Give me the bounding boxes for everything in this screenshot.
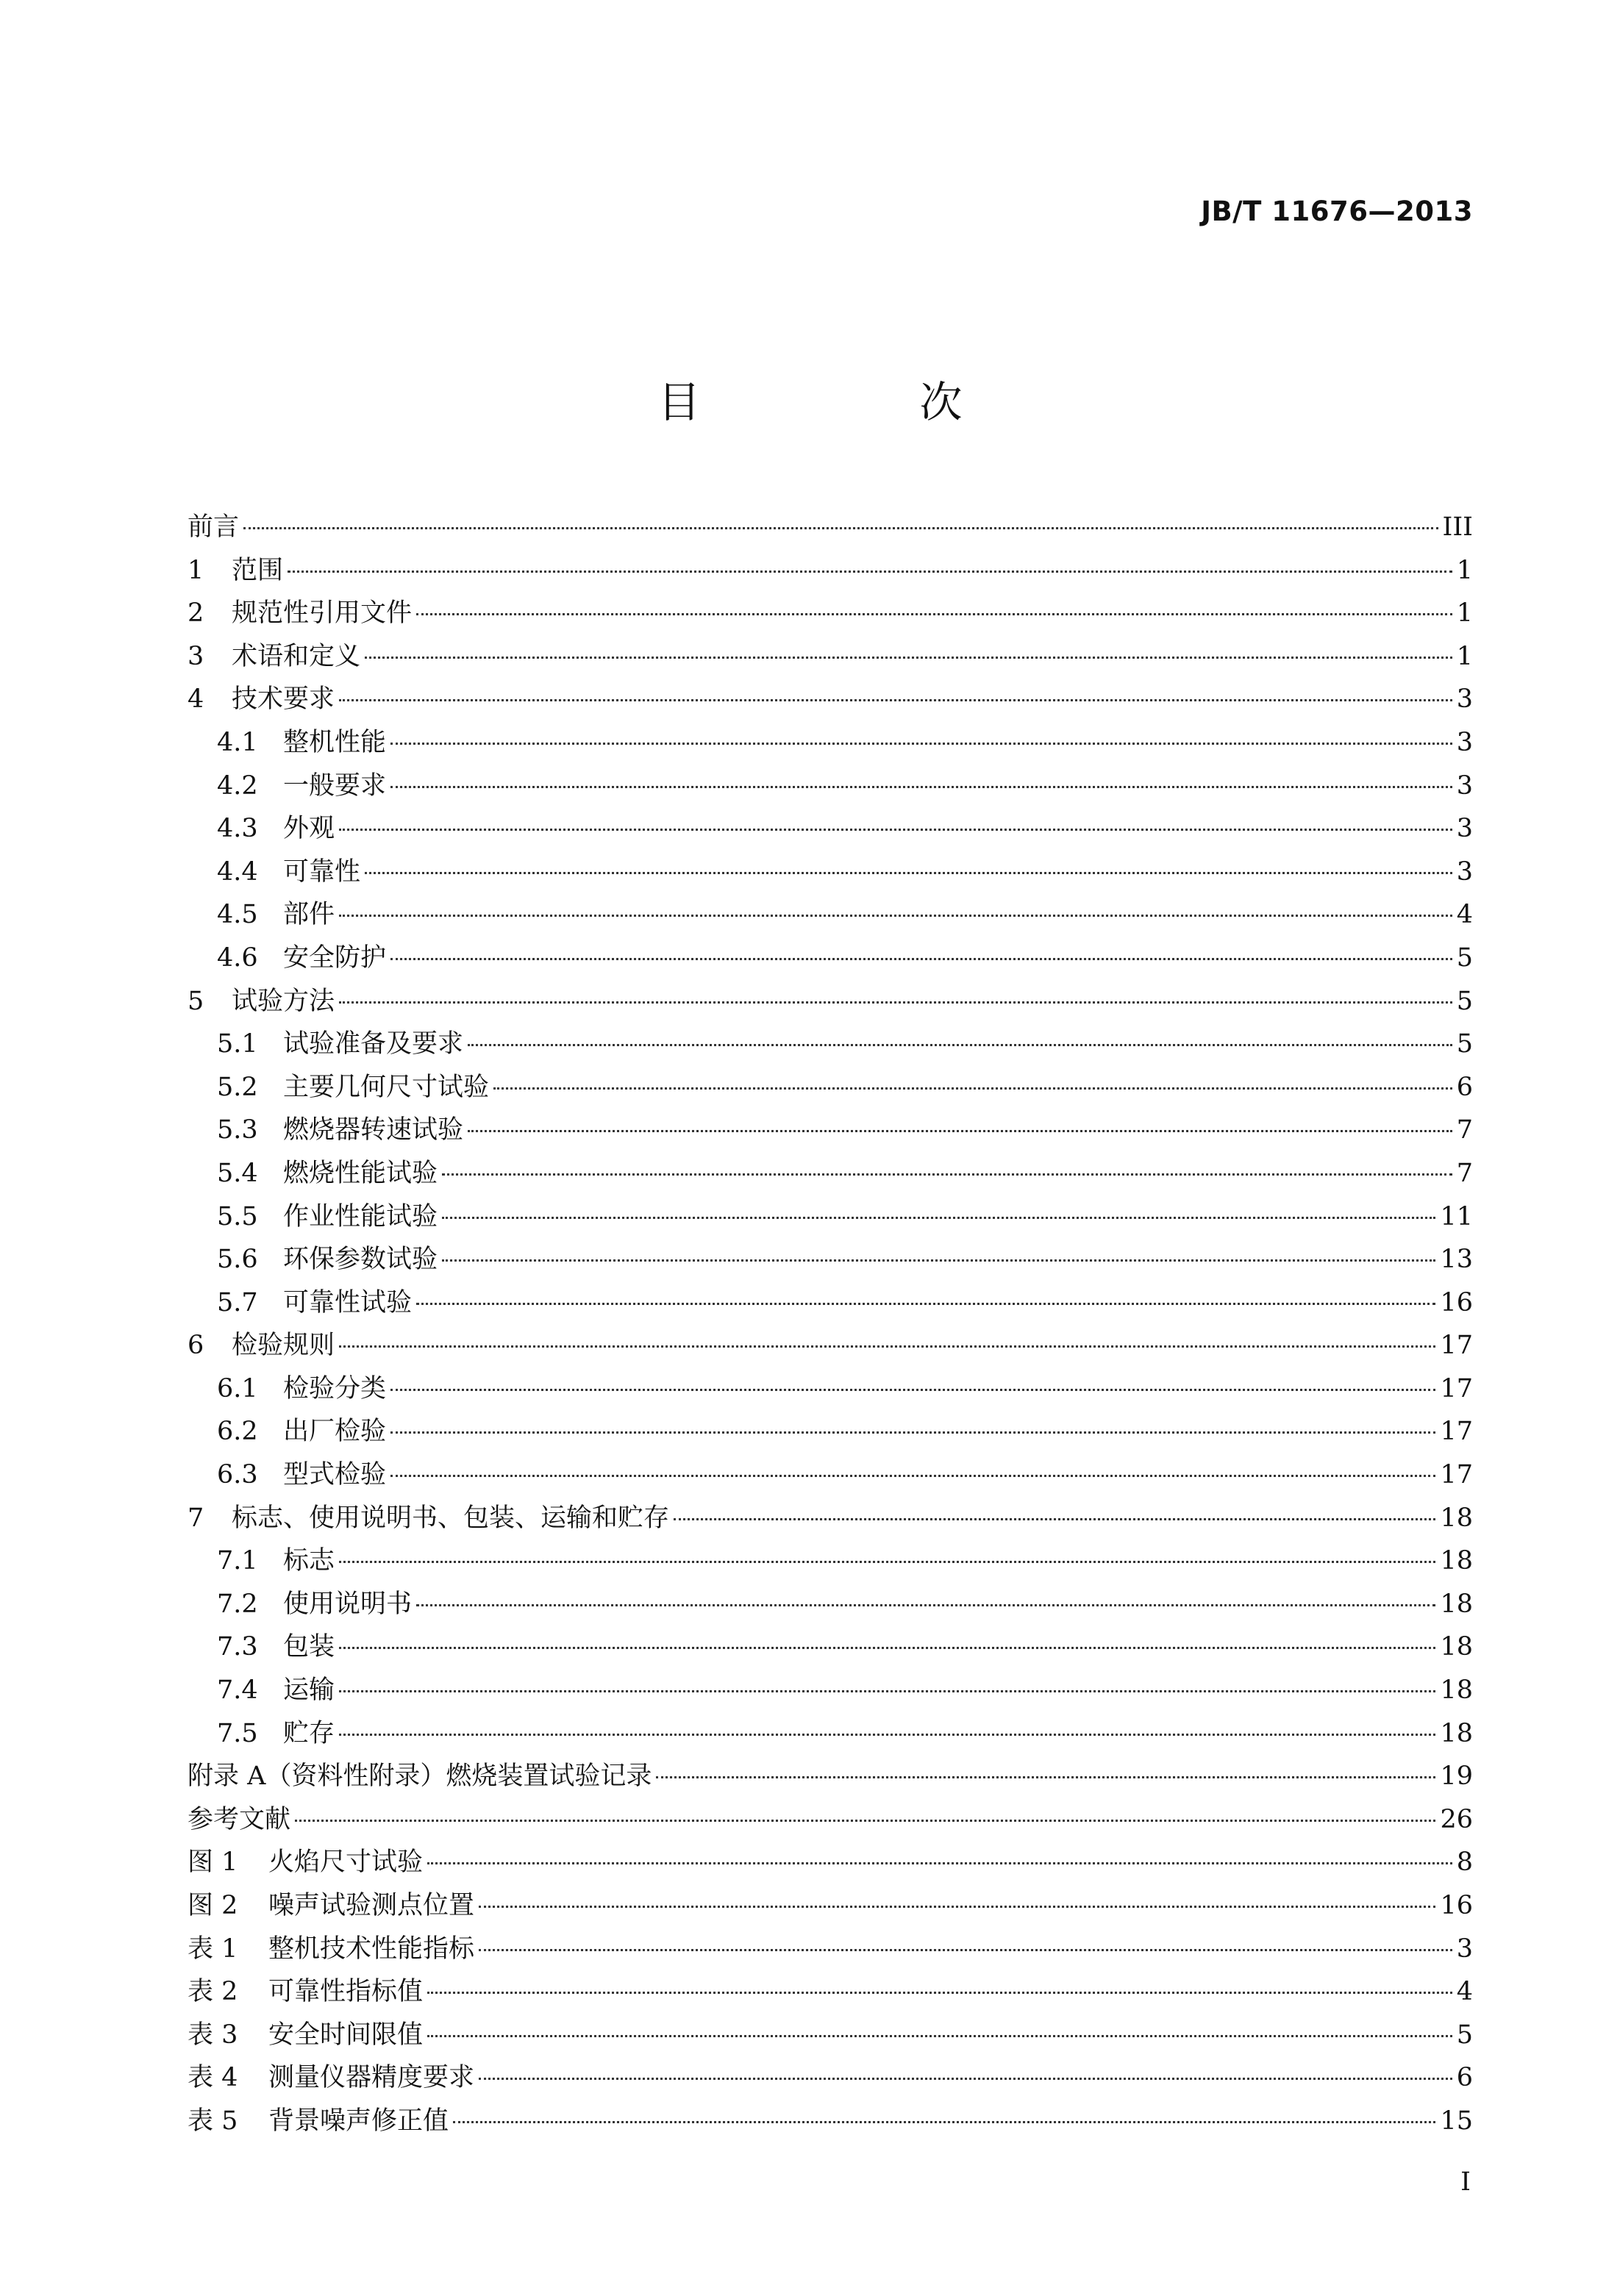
toc-entry-page: 3: [1456, 684, 1473, 715]
toc-entry[interactable]: [188, 1367, 1473, 1411]
toc-entry-number: 5.2: [217, 1072, 258, 1102]
page-title: 目 次: [657, 377, 1051, 427]
toc-entry-label: 整机性能: [283, 727, 387, 757]
toc-entry[interactable]: [188, 1324, 1473, 1367]
toc-entry-label: 前言: [188, 512, 240, 542]
toc-entry[interactable]: [188, 1928, 1473, 1971]
toc-entry-page: 18: [1440, 1503, 1473, 1533]
toc-entry[interactable]: [188, 1841, 1473, 1884]
toc-entry-page: 17: [1440, 1331, 1473, 1361]
toc-entry-label: 包装: [283, 1632, 335, 1662]
toc-entry-number: 6.3: [217, 1460, 258, 1490]
toc-entry-label: 贮存: [283, 1718, 335, 1748]
toc-entry[interactable]: [188, 1109, 1473, 1152]
toc-entry-page: 8: [1456, 1848, 1473, 1878]
toc-entry-number: 4.4: [217, 856, 258, 887]
toc-entry-label: 一般要求: [283, 770, 387, 801]
toc-dot-leader: [243, 527, 1438, 529]
toc-entry-label: 可靠性: [283, 856, 361, 887]
toc-entry-label: 部件: [283, 900, 335, 930]
toc-entry-number: 5.7: [217, 1287, 258, 1317]
toc-entry[interactable]: [188, 2014, 1473, 2057]
toc-dot-leader: [416, 1604, 1435, 1606]
toc-entry-page: 18: [1440, 1675, 1473, 1706]
toc-entry-page: III: [1442, 512, 1473, 542]
toc-entry-number: 1: [188, 555, 204, 585]
toc-entry-page: 5: [1456, 943, 1473, 973]
toc-dot-leader: [427, 1862, 1452, 1864]
toc-dot-leader: [390, 1475, 1435, 1477]
toc-entry-page: 19: [1440, 1762, 1473, 1792]
standard-number: JB/T 11676—2013: [1201, 196, 1473, 227]
toc-entry-number: 图 1: [188, 1848, 238, 1878]
toc-entry-page: 6: [1456, 2063, 1473, 2093]
toc-entry-page: 1: [1456, 598, 1473, 629]
toc-entry-label: 作业性能试验: [283, 1201, 438, 1231]
toc-entry-label: 整机技术性能指标: [268, 1934, 475, 1964]
toc-dot-leader: [390, 786, 1452, 788]
toc-dot-leader: [416, 1303, 1435, 1305]
toc-entry-label: 主要几何尺寸试验: [283, 1072, 490, 1102]
toc-entry-page: 3: [1456, 1934, 1473, 1964]
toc-entry-page: 1: [1456, 555, 1473, 585]
toc-entry-label: 范围: [232, 555, 284, 585]
toc-entry[interactable]: [188, 2056, 1473, 2100]
toc-dot-leader: [453, 2121, 1435, 2123]
toc-entry-label: 测量仪器精度要求: [268, 2063, 475, 2093]
toc-dot-leader: [339, 1647, 1435, 1649]
toc-dot-leader: [365, 872, 1452, 874]
toc-entry-number: 4.6: [217, 943, 258, 973]
toc-entry-page: 17: [1440, 1417, 1473, 1447]
toc-entry-label: 试验准备及要求: [283, 1029, 464, 1059]
toc-entry-page: 17: [1440, 1460, 1473, 1490]
toc-entry-page: 17: [1440, 1373, 1473, 1403]
toc-entry-page: 4: [1456, 1977, 1473, 2007]
toc-entry[interactable]: [188, 1066, 1473, 1109]
toc-entry-label: 运输: [283, 1675, 335, 1706]
toc-entry[interactable]: [188, 1152, 1473, 1195]
toc-entry[interactable]: [188, 1539, 1473, 1583]
toc-dot-leader: [674, 1518, 1435, 1520]
toc-entry-page: 5: [1456, 986, 1473, 1016]
toc-entry-number: 4: [188, 684, 204, 715]
toc-entry-page: 7: [1456, 1115, 1473, 1145]
toc-entry-number: 7.1: [217, 1546, 258, 1576]
toc-entry[interactable]: [188, 1712, 1473, 1756]
toc-dot-leader: [390, 1389, 1435, 1391]
toc-entry-label: 背景噪声修正值: [268, 2106, 449, 2136]
toc-entry-number: 5: [188, 986, 204, 1016]
toc-entry-page: 16: [1440, 1891, 1473, 1920]
toc-entry-number: 2: [188, 598, 204, 629]
toc-entry-page: 13: [1440, 1245, 1473, 1275]
toc-dot-leader: [479, 1906, 1435, 1908]
toc-entry-label: 噪声试验测点位置: [268, 1891, 475, 1920]
toc-entry[interactable]: [188, 1755, 1473, 1798]
toc-entry-label: 术语和定义: [232, 641, 361, 671]
toc-entry[interactable]: [188, 1583, 1473, 1626]
toc-entry-label: 可靠性试验: [283, 1287, 413, 1317]
toc-entry-label: 外观: [283, 814, 335, 844]
toc-entry[interactable]: [188, 1453, 1473, 1497]
toc-entry-page: 4: [1456, 900, 1473, 930]
toc-entry[interactable]: [188, 592, 1473, 635]
toc-dot-leader: [479, 2078, 1452, 2080]
toc-entry[interactable]: [188, 937, 1473, 980]
toc-entry-number: 5.6: [217, 1245, 258, 1275]
toc-entry-page: 18: [1440, 1718, 1473, 1748]
toc-entry-page: 3: [1456, 856, 1473, 887]
toc-entry-number: 4.2: [217, 770, 258, 801]
toc-entry-label: 技术要求: [232, 684, 335, 715]
toc-entry[interactable]: [188, 721, 1473, 765]
toc-entry-page: 3: [1456, 814, 1473, 844]
toc-entry-number: 4.1: [217, 727, 258, 757]
toc-dot-leader: [442, 1217, 1435, 1219]
toc-entry[interactable]: [188, 1970, 1473, 2014]
toc-entry-number: 5.3: [217, 1115, 258, 1145]
toc-entry[interactable]: [188, 549, 1473, 593]
toc-entry-number: 表 1: [188, 1934, 238, 1964]
toc-entry-number: 表 4: [188, 2063, 238, 2093]
toc-dot-leader: [390, 958, 1452, 960]
toc-dot-leader: [390, 1431, 1435, 1434]
toc-entry-label: 燃烧器转速试验: [283, 1115, 464, 1145]
toc-entry-number: 4.3: [217, 814, 258, 844]
toc-entry-label: 参考文献: [188, 1804, 291, 1834]
toc-dot-leader: [339, 1561, 1435, 1563]
toc-entry-label: 标志、使用说明书、包装、运输和贮存: [232, 1503, 670, 1533]
table-of-contents: [188, 506, 1473, 2143]
toc-entry-number: 表 2: [188, 1977, 238, 2007]
toc-dot-leader: [339, 915, 1452, 917]
toc-entry-number: 表 3: [188, 2020, 238, 2050]
toc-dot-leader: [339, 829, 1452, 831]
toc-entry[interactable]: [188, 1669, 1473, 1712]
toc-entry-number: 图 2: [188, 1891, 238, 1920]
toc-entry-number: 7.2: [217, 1589, 258, 1619]
toc-entry-page: 26: [1440, 1804, 1473, 1834]
toc-entry[interactable]: [188, 1798, 1473, 1842]
toc-entry-page: 5: [1456, 1029, 1473, 1059]
toc-entry[interactable]: [188, 635, 1473, 679]
toc-entry-number: 6.2: [217, 1417, 258, 1447]
toc-entry[interactable]: [188, 1410, 1473, 1453]
toc-dot-leader: [468, 1130, 1452, 1132]
toc-entry-label: 环保参数试验: [283, 1245, 438, 1275]
toc-entry-label: 燃烧性能试验: [283, 1158, 438, 1188]
toc-dot-leader: [339, 699, 1452, 701]
toc-entry[interactable]: [188, 851, 1473, 894]
toc-entry-number: 7: [188, 1503, 204, 1533]
toc-entry-number: 4.5: [217, 900, 258, 930]
toc-dot-leader: [493, 1087, 1452, 1090]
toc-entry-label: 使用说明书: [283, 1589, 413, 1619]
page-number: I: [1460, 2167, 1471, 2197]
toc-entry[interactable]: [188, 807, 1473, 851]
toc-entry-label: 附录 A（资料性附录）燃烧装置试验记录: [188, 1762, 652, 1792]
toc-entry-label: 火焰尺寸试验: [268, 1848, 424, 1878]
toc-entry[interactable]: [188, 1626, 1473, 1669]
toc-entry-number: 7.4: [217, 1675, 258, 1706]
toc-entry-label: 可靠性指标值: [268, 1977, 424, 2007]
toc-entry-label: 安全防护: [283, 943, 387, 973]
toc-entry-label: 出厂检验: [283, 1417, 387, 1447]
toc-entry-page: 7: [1456, 1158, 1473, 1188]
toc-entry-label: 型式检验: [283, 1460, 387, 1490]
toc-entry[interactable]: [188, 1497, 1473, 1540]
toc-entry-page: 11: [1440, 1201, 1473, 1231]
toc-entry[interactable]: [188, 1023, 1473, 1066]
toc-entry-label: 检验规则: [232, 1331, 335, 1361]
toc-entry[interactable]: [188, 1238, 1473, 1281]
toc-dot-leader: [656, 1776, 1435, 1778]
toc-entry[interactable]: [188, 1195, 1473, 1239]
toc-dot-leader: [339, 1734, 1435, 1736]
toc-entry-page: 18: [1440, 1589, 1473, 1619]
toc-entry[interactable]: [188, 506, 1473, 549]
toc-entry-number: 7.3: [217, 1632, 258, 1662]
toc-dot-leader: [339, 1001, 1452, 1004]
toc-entry[interactable]: [188, 765, 1473, 808]
toc-entry-number: 5.5: [217, 1201, 258, 1231]
toc-entry-label: 规范性引用文件: [232, 598, 413, 629]
toc-entry[interactable]: [188, 2100, 1473, 2143]
toc-entry-page: 6: [1456, 1072, 1473, 1102]
toc-entry-page: 18: [1440, 1632, 1473, 1662]
toc-entry-label: 检验分类: [283, 1373, 387, 1403]
toc-entry-page: 1: [1456, 641, 1473, 671]
toc-dot-leader: [427, 2035, 1452, 2037]
toc-entry-number: 3: [188, 641, 204, 671]
toc-entry[interactable]: [188, 1884, 1473, 1928]
toc-entry-number: 6: [188, 1331, 204, 1361]
toc-entry-number: 表 5: [188, 2106, 238, 2136]
toc-dot-leader: [442, 1173, 1452, 1176]
toc-entry-page: 18: [1440, 1546, 1473, 1576]
toc-entry-page: 3: [1456, 770, 1473, 801]
toc-dot-leader: [468, 1044, 1452, 1046]
toc-dot-leader: [339, 1690, 1435, 1692]
toc-entry-number: 6.1: [217, 1373, 258, 1403]
toc-dot-leader: [390, 743, 1452, 745]
toc-entry-page: 16: [1440, 1287, 1473, 1317]
toc-entry-page: 3: [1456, 727, 1473, 757]
toc-entry[interactable]: [188, 678, 1473, 721]
toc-dot-leader: [427, 1992, 1452, 1994]
toc-dot-leader: [288, 571, 1452, 573]
toc-entry[interactable]: [188, 893, 1473, 937]
toc-entry-number: 5.1: [217, 1029, 258, 1059]
toc-entry-label: 标志: [283, 1546, 335, 1576]
toc-dot-leader: [365, 657, 1452, 659]
toc-entry-label: 安全时间限值: [268, 2020, 424, 2050]
toc-entry-number: 5.4: [217, 1158, 258, 1188]
toc-entry-label: 试验方法: [232, 986, 335, 1016]
toc-dot-leader: [479, 1949, 1452, 1951]
toc-entry-number: 7.5: [217, 1718, 258, 1748]
toc-entry[interactable]: [188, 1281, 1473, 1325]
toc-dot-leader: [339, 1345, 1435, 1348]
toc-entry-page: 15: [1440, 2106, 1473, 2136]
toc-dot-leader: [295, 1820, 1435, 1822]
toc-dot-leader: [442, 1259, 1435, 1262]
toc-entry-page: 5: [1456, 2020, 1473, 2050]
toc-dot-leader: [416, 613, 1452, 615]
toc-entry[interactable]: [188, 980, 1473, 1023]
